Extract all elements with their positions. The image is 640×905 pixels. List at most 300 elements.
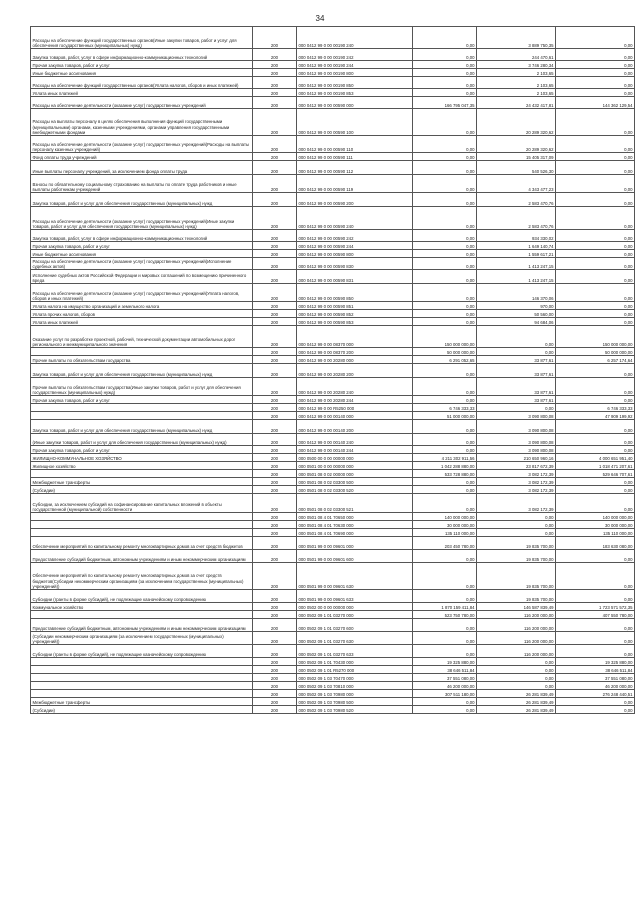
row-description: (Субсидии некоммерческим организациям (за исключением государственных (муниципальных) учреждений)) bbox=[31, 632, 253, 645]
row-unexecuted: 0,00 bbox=[556, 378, 635, 396]
row-description: Прочая закупка товаров, работ и услуг bbox=[31, 446, 253, 454]
row-budget-code: 000 0412 99 0 00 00190 240 bbox=[297, 27, 413, 49]
row-approved: 203 450 780,00 bbox=[413, 537, 477, 550]
row-unexecuted: 0,00 bbox=[556, 136, 635, 153]
row-description: Взносы по обязательному социальному страхованию на выплаты по оплате труда работников и иные выплаты работникам учреждений bbox=[31, 175, 253, 193]
row-executed: 94 684,06 bbox=[477, 318, 556, 326]
table-row bbox=[31, 690, 635, 698]
row-budget-code: 000 0502 09 1 01 03270 600 bbox=[297, 619, 413, 632]
row-code: 200 bbox=[253, 412, 297, 420]
row-budget-code: 000 0412 99 0 00 00590 119 bbox=[297, 175, 413, 193]
row-code: 200 bbox=[253, 27, 297, 49]
row-approved: 6 746 333,33 bbox=[413, 404, 477, 412]
row-description: Уплата иных платежей bbox=[31, 89, 253, 97]
row-unexecuted: 0,00 bbox=[556, 89, 635, 97]
row-code: 200 bbox=[253, 89, 297, 97]
row-executed: 244 470,61 bbox=[477, 49, 556, 61]
row-code: 200 bbox=[253, 348, 297, 356]
row-unexecuted: 0,00 bbox=[556, 69, 635, 77]
row-description: (Субсидии) bbox=[31, 486, 253, 494]
row-unexecuted: 150 000 000,00 bbox=[556, 326, 635, 348]
row-executed: 146 587 839,49 bbox=[477, 603, 556, 611]
row-code: 200 bbox=[253, 420, 297, 434]
row-description: Уплата прочих налогов, сборов bbox=[31, 310, 253, 318]
row-code: 200 bbox=[253, 258, 297, 270]
row-executed: 0,00 bbox=[477, 658, 556, 666]
row-unexecuted: 6 746 333,33 bbox=[556, 404, 635, 412]
row-budget-code: 000 0501 99 0 00 09601 000 bbox=[297, 537, 413, 550]
row-unexecuted: 50 000 000,00 bbox=[556, 348, 635, 356]
row-budget-code: 000 0502 09 1 03 70470 000 bbox=[297, 674, 413, 682]
row-code: 200 bbox=[253, 49, 297, 61]
table-row bbox=[31, 682, 635, 690]
row-executed: 3 082 172,39 bbox=[477, 478, 556, 486]
row-budget-code: 000 0412 99 0 00 00140 240 bbox=[297, 434, 413, 446]
row-budget-code: 000 0502 09 1 03 70980 520 bbox=[297, 706, 413, 714]
row-description bbox=[31, 690, 253, 698]
table-row bbox=[31, 270, 635, 284]
row-budget-code: 000 0502 09 1 03 70810 000 bbox=[297, 682, 413, 690]
row-unexecuted: 135 110 000,00 bbox=[556, 529, 635, 537]
row-unexecuted: 0,00 bbox=[556, 698, 635, 706]
row-budget-code: 000 0412 99 0 00 00590 111 bbox=[297, 153, 413, 161]
row-unexecuted: 183 630 080,00 bbox=[556, 537, 635, 550]
row-code: 200 bbox=[253, 521, 297, 529]
row-code: 200 bbox=[253, 706, 297, 714]
row-code: 200 bbox=[253, 550, 297, 563]
table-row bbox=[31, 136, 635, 153]
row-approved: 0,00 bbox=[413, 69, 477, 77]
row-executed: 20 289 320,62 bbox=[477, 136, 556, 153]
table-row bbox=[31, 454, 635, 462]
row-approved: 0,00 bbox=[413, 153, 477, 161]
row-unexecuted: 0,00 bbox=[556, 396, 635, 404]
row-budget-code: 000 0412 99 0 00 00590 110 bbox=[297, 136, 413, 153]
table-row bbox=[31, 207, 635, 230]
row-budget-code: 000 0501 08 0 02 03300 521 bbox=[297, 494, 413, 513]
row-code: 200 bbox=[253, 310, 297, 318]
row-description: Закупка товаров, работ и услуг для обеспечения государственных (муниципальных) нужд bbox=[31, 193, 253, 207]
row-executed: 1 413 247,15 bbox=[477, 270, 556, 284]
row-code: 200 bbox=[253, 356, 297, 364]
row-executed: 0,00 bbox=[477, 529, 556, 537]
row-code: 200 bbox=[253, 682, 297, 690]
table-row bbox=[31, 356, 635, 364]
table-row bbox=[31, 318, 635, 326]
row-executed: 23 817 672,39 bbox=[477, 462, 556, 470]
table-row bbox=[31, 61, 635, 69]
row-executed: 934 330,02 bbox=[477, 230, 556, 242]
row-approved: 0,00 bbox=[413, 619, 477, 632]
row-executed: 116 200 000,00 bbox=[477, 611, 556, 619]
row-description bbox=[31, 404, 253, 412]
row-approved: 37 551 080,00 bbox=[413, 674, 477, 682]
row-description: Иные бюджетные ассигнования bbox=[31, 250, 253, 258]
row-budget-code: 000 0412 99 0 00 00140 000 bbox=[297, 412, 413, 420]
row-description bbox=[31, 470, 253, 478]
row-approved: 307 511 180,00 bbox=[413, 690, 477, 698]
table-row bbox=[31, 153, 635, 161]
row-unexecuted: 1 723 571 572,35 bbox=[556, 603, 635, 611]
row-budget-code: 000 0412 99 0 00 08370 200 bbox=[297, 348, 413, 356]
row-budget-code: 000 0501 00 0 00 00000 000 bbox=[297, 462, 413, 470]
row-code: 200 bbox=[253, 175, 297, 193]
row-budget-code: 000 0501 08 4 01 70690 000 bbox=[297, 529, 413, 537]
row-budget-code: 000 0412 99 0 00 00590 242 bbox=[297, 230, 413, 242]
table-row bbox=[31, 529, 635, 537]
row-budget-code: 000 0412 99 0 00 00590 851 bbox=[297, 302, 413, 310]
row-budget-code: 000 0502 09 1 01 03270 633 bbox=[297, 645, 413, 658]
row-description: Уплата налога на имущество организаций и земельного налога bbox=[31, 302, 253, 310]
row-description: Закупка товаров, работ, услуг в сфере информационно-коммуникационных технологий bbox=[31, 49, 253, 61]
row-code: 200 bbox=[253, 136, 297, 153]
row-unexecuted: 30 000 000,00 bbox=[556, 521, 635, 529]
row-executed: 20 289 320,62 bbox=[477, 109, 556, 136]
row-description: Жилищное хозяйство bbox=[31, 462, 253, 470]
table-row bbox=[31, 462, 635, 470]
row-approved: 523 750 780,00 bbox=[413, 611, 477, 619]
table-row bbox=[31, 250, 635, 258]
row-approved: 0,00 bbox=[413, 310, 477, 318]
row-description bbox=[31, 529, 253, 537]
row-executed: 19 835 700,00 bbox=[477, 563, 556, 590]
row-budget-code: 000 0412 99 0 00 00590 852 bbox=[297, 310, 413, 318]
row-unexecuted: 0,00 bbox=[556, 27, 635, 49]
row-code: 200 bbox=[253, 563, 297, 590]
row-budget-code: 000 0412 99 0 00 00590 244 bbox=[297, 242, 413, 250]
row-executed: 3 082 172,39 bbox=[477, 494, 556, 513]
row-unexecuted: 47 909 199,92 bbox=[556, 412, 635, 420]
table-row bbox=[31, 302, 635, 310]
table-row bbox=[31, 412, 635, 420]
row-unexecuted: 0,00 bbox=[556, 486, 635, 494]
row-code: 200 bbox=[253, 658, 297, 666]
row-unexecuted: 0,00 bbox=[556, 230, 635, 242]
row-executed: 3 090 800,08 bbox=[477, 420, 556, 434]
row-description: Обеспечение мероприятий по капитальному ремонту многоквартирных домов за счет средств бюджетов bbox=[31, 537, 253, 550]
row-budget-code: 000 0412 99 0 00 00190 850 bbox=[297, 77, 413, 89]
row-budget-code: 000 0412 99 0 00 00140 244 bbox=[297, 446, 413, 454]
row-approved: 0,00 bbox=[413, 136, 477, 153]
row-approved: 0,00 bbox=[413, 230, 477, 242]
table-row bbox=[31, 645, 635, 658]
row-approved: 50 000 000,00 bbox=[413, 348, 477, 356]
table-row bbox=[31, 666, 635, 674]
row-budget-code: 000 0412 99 0 00 00590 200 bbox=[297, 193, 413, 207]
row-executed: 26 281 839,49 bbox=[477, 690, 556, 698]
row-executed: 3 090 800,08 bbox=[477, 412, 556, 420]
row-description: Прочая закупка товаров, работ и услуг bbox=[31, 242, 253, 250]
table-row bbox=[31, 513, 635, 521]
row-budget-code: 000 0412 99 0 00 20280 240 bbox=[297, 378, 413, 396]
table-row bbox=[31, 49, 635, 61]
row-budget-code: 000 0412 99 0 00 20280 244 bbox=[297, 396, 413, 404]
table-row bbox=[31, 563, 635, 590]
row-approved: 0,00 bbox=[413, 446, 477, 454]
row-description: Иные выплаты персоналу учреждений, за исключением фонда оплаты труда bbox=[31, 161, 253, 175]
row-approved: 0,00 bbox=[413, 161, 477, 175]
table-row bbox=[31, 590, 635, 603]
row-unexecuted: 0,00 bbox=[556, 109, 635, 136]
row-executed: 26 281 839,49 bbox=[477, 698, 556, 706]
row-unexecuted: 0,00 bbox=[556, 242, 635, 250]
row-budget-code: 000 0501 99 0 00 09601 633 bbox=[297, 590, 413, 603]
row-budget-code: 000 0501 08 0 02 00000 000 bbox=[297, 470, 413, 478]
row-code: 200 bbox=[253, 603, 297, 611]
row-code: 200 bbox=[253, 470, 297, 478]
row-budget-code: 000 0501 99 0 00 09601 630 bbox=[297, 563, 413, 590]
row-unexecuted: 529 646 707,61 bbox=[556, 470, 635, 478]
row-code: 200 bbox=[253, 193, 297, 207]
row-budget-code: 000 0502 09 1 01 03270 630 bbox=[297, 632, 413, 645]
row-unexecuted: 37 551 080,00 bbox=[556, 674, 635, 682]
row-executed: 4 343 477,23 bbox=[477, 175, 556, 193]
row-unexecuted: 0,00 bbox=[556, 706, 635, 714]
table-row bbox=[31, 404, 635, 412]
row-code: 200 bbox=[253, 690, 297, 698]
row-approved: 0,00 bbox=[413, 420, 477, 434]
row-code: 200 bbox=[253, 97, 297, 109]
row-budget-code: 000 0412 99 0 00 00190 244 bbox=[297, 61, 413, 69]
row-description: Предоставление субсидий бюджетным, автономным учреждениям и иным некоммерческим организациям bbox=[31, 550, 253, 563]
row-executed: 0,00 bbox=[477, 521, 556, 529]
table-row bbox=[31, 674, 635, 682]
row-executed: 0,00 bbox=[477, 674, 556, 682]
row-unexecuted: 0,00 bbox=[556, 270, 635, 284]
row-code: 200 bbox=[253, 645, 297, 658]
row-budget-code: 000 0412 99 0 00 00190 853 bbox=[297, 89, 413, 97]
table-row bbox=[31, 175, 635, 193]
row-code: 200 bbox=[253, 153, 297, 161]
row-approved: 1 870 159 411,84 bbox=[413, 603, 477, 611]
row-budget-code: 000 0502 09 1 01 03270 000 bbox=[297, 611, 413, 619]
row-executed: 19 835 700,00 bbox=[477, 537, 556, 550]
row-approved: 1 042 288 880,00 bbox=[413, 462, 477, 470]
row-description: Прочие выплаты по обязательствам государства bbox=[31, 356, 253, 364]
budget-execution-table bbox=[30, 26, 635, 714]
table-row bbox=[31, 27, 635, 49]
row-executed: 3 090 800,08 bbox=[477, 446, 556, 454]
row-approved: 0,00 bbox=[413, 242, 477, 250]
row-executed: 33 877,61 bbox=[477, 378, 556, 396]
table-row bbox=[31, 326, 635, 348]
row-approved: 0,00 bbox=[413, 77, 477, 89]
row-unexecuted: 4 000 651 951,40 bbox=[556, 454, 635, 462]
row-code: 200 bbox=[253, 454, 297, 462]
row-description: Субсидии, за исключением субсидий на софинансирование капитальных вложений в объекты государственной (муниципальной) собственности bbox=[31, 494, 253, 513]
row-unexecuted: 6 257 174,64 bbox=[556, 356, 635, 364]
row-code: 200 bbox=[253, 318, 297, 326]
row-unexecuted: 0,00 bbox=[556, 153, 635, 161]
row-code: 200 bbox=[253, 666, 297, 674]
row-approved: 533 728 880,00 bbox=[413, 470, 477, 478]
row-executed: 1 649 140,74 bbox=[477, 242, 556, 250]
row-code: 200 bbox=[253, 404, 297, 412]
table-body bbox=[31, 27, 635, 714]
row-executed: 3 082 172,39 bbox=[477, 470, 556, 478]
row-unexecuted: 0,00 bbox=[556, 302, 635, 310]
row-approved: 0,00 bbox=[413, 250, 477, 258]
row-unexecuted: 0,00 bbox=[556, 494, 635, 513]
table-row bbox=[31, 193, 635, 207]
row-budget-code: 000 0501 99 0 00 09601 600 bbox=[297, 550, 413, 563]
row-code: 200 bbox=[253, 478, 297, 486]
row-unexecuted: 140 000 000,00 bbox=[556, 513, 635, 521]
row-approved: 0,00 bbox=[413, 478, 477, 486]
row-unexecuted: 0,00 bbox=[556, 420, 635, 434]
row-description: Расходы на обеспечение функций государственных органов(Иные закупки товаров, работ и услуг для обеспечения государственных (муниципальных) нужд) bbox=[31, 27, 253, 49]
row-executed: 26 281 839,49 bbox=[477, 706, 556, 714]
row-unexecuted: 0,00 bbox=[556, 49, 635, 61]
row-unexecuted: 0,00 bbox=[556, 550, 635, 563]
row-approved: 0,00 bbox=[413, 284, 477, 302]
table-row bbox=[31, 97, 635, 109]
row-executed: 116 200 000,00 bbox=[477, 645, 556, 658]
row-approved: 38 646 511,84 bbox=[413, 666, 477, 674]
row-budget-code: 000 0412 99 0 00 20280 000 bbox=[297, 356, 413, 364]
row-description bbox=[31, 682, 253, 690]
table-row bbox=[31, 698, 635, 706]
row-description: Субсидии (гранты в форме субсидий), не подлежащие казначейскому сопровождению bbox=[31, 645, 253, 658]
row-code: 200 bbox=[253, 396, 297, 404]
row-code: 200 bbox=[253, 529, 297, 537]
table-row bbox=[31, 632, 635, 645]
row-budget-code: 000 0500 00 0 00 00000 000 bbox=[297, 454, 413, 462]
row-approved: 51 000 000,00 bbox=[413, 412, 477, 420]
row-description bbox=[31, 674, 253, 682]
row-description: Межбюджетные трансферты bbox=[31, 698, 253, 706]
row-code: 200 bbox=[253, 590, 297, 603]
row-code: 200 bbox=[253, 537, 297, 550]
row-unexecuted: 0,00 bbox=[556, 446, 635, 454]
table-row bbox=[31, 619, 635, 632]
table-row bbox=[31, 230, 635, 242]
row-code: 200 bbox=[253, 494, 297, 513]
row-executed: 0,00 bbox=[477, 326, 556, 348]
table-row bbox=[31, 434, 635, 446]
row-executed: 540 526,30 bbox=[477, 161, 556, 175]
table-row bbox=[31, 396, 635, 404]
row-approved: 0,00 bbox=[413, 49, 477, 61]
row-approved: 0,00 bbox=[413, 494, 477, 513]
row-approved: 0,00 bbox=[413, 698, 477, 706]
row-description bbox=[31, 658, 253, 666]
row-executed: 970,00 bbox=[477, 302, 556, 310]
row-approved: 30 000 000,00 bbox=[413, 521, 477, 529]
row-description: Уплата иных платежей bbox=[31, 318, 253, 326]
row-code: 200 bbox=[253, 242, 297, 250]
table-row bbox=[31, 486, 635, 494]
row-executed: 0,00 bbox=[477, 348, 556, 356]
row-code: 200 bbox=[253, 698, 297, 706]
row-unexecuted: 0,00 bbox=[556, 310, 635, 318]
table-row bbox=[31, 446, 635, 454]
row-code: 200 bbox=[253, 207, 297, 230]
row-executed: 0,00 bbox=[477, 513, 556, 521]
row-description: Межбюджетные трансферты bbox=[31, 478, 253, 486]
page-number: 34 bbox=[315, 14, 325, 23]
row-budget-code: 000 0412 99 0 00 00590 853 bbox=[297, 318, 413, 326]
row-budget-code: 000 0412 99 0 00 00140 200 bbox=[297, 420, 413, 434]
row-budget-code: 000 0502 00 0 00 00000 000 bbox=[297, 603, 413, 611]
row-unexecuted: 0,00 bbox=[556, 258, 635, 270]
row-approved: 0,00 bbox=[413, 302, 477, 310]
row-unexecuted: 0,00 bbox=[556, 632, 635, 645]
row-approved: 0,00 bbox=[413, 270, 477, 284]
row-unexecuted: 144 362 129,54 bbox=[556, 97, 635, 109]
row-approved: 0,00 bbox=[413, 109, 477, 136]
row-description: (Субсидии) bbox=[31, 706, 253, 714]
row-description bbox=[31, 666, 253, 674]
row-unexecuted: 38 646 511,84 bbox=[556, 666, 635, 674]
table-row bbox=[31, 310, 635, 318]
row-approved: 0,00 bbox=[413, 193, 477, 207]
row-approved: 0,00 bbox=[413, 258, 477, 270]
row-description: Иные бюджетные ассигнования bbox=[31, 69, 253, 77]
row-budget-code: 000 0412 99 0 00 20280 200 bbox=[297, 364, 413, 378]
table-row bbox=[31, 470, 635, 478]
row-description: Обеспечение мероприятий по капитальному ремонту многоквартирных домов за счет средств бюджетов(Субсидии некоммерческим организациям (за исключением государственных (муниципальных) учреждений)) bbox=[31, 563, 253, 590]
row-code: 200 bbox=[253, 284, 297, 302]
row-code: 200 bbox=[253, 302, 297, 310]
row-approved: 0,00 bbox=[413, 27, 477, 49]
table-row bbox=[31, 77, 635, 89]
table-row bbox=[31, 364, 635, 378]
row-description bbox=[31, 513, 253, 521]
row-budget-code: 000 0412 99 0 00 00590 112 bbox=[297, 161, 413, 175]
row-unexecuted: 0,00 bbox=[556, 207, 635, 230]
row-executed: 0,00 bbox=[477, 666, 556, 674]
row-approved: 0,00 bbox=[413, 563, 477, 590]
row-unexecuted: 276 248 440,51 bbox=[556, 690, 635, 698]
row-executed: 116 200 000,00 bbox=[477, 632, 556, 645]
row-executed: 33 877,61 bbox=[477, 364, 556, 378]
row-description: Расходы на обеспечение деятельности (оказание услуг) государственных учреждений(Уплата налогов, сборов и иных платежей) bbox=[31, 284, 253, 302]
row-description: Расходы на обеспечение деятельности (оказание услуг) государственных учреждений(Расходы на выплаты персоналу казенных учреждений) bbox=[31, 136, 253, 153]
row-description: Закупка товаров, работ и услуг для обеспечения государственных (муниципальных) нужд bbox=[31, 420, 253, 434]
table-row bbox=[31, 478, 635, 486]
row-budget-code: 000 0412 99 0 00 00590 831 bbox=[297, 270, 413, 284]
row-executed: 3 746 280,34 bbox=[477, 61, 556, 69]
row-description: Расходы на обеспечение деятельности (оказание услуг) государственных учреждений(Иные закупки товаров, работ и услуг для обеспечения государственных (муниципальных) нужд) bbox=[31, 207, 253, 230]
row-code: 200 bbox=[253, 364, 297, 378]
row-executed: 19 835 700,00 bbox=[477, 590, 556, 603]
row-description: Расходы на обеспечение деятельности (оказание услуг) государственных учреждений(Исполнение судебных актов) bbox=[31, 258, 253, 270]
row-budget-code: 000 0412 99 0 00 00190 242 bbox=[297, 49, 413, 61]
row-approved: 166 795 047,35 bbox=[413, 97, 477, 109]
row-approved: 150 000 000,00 bbox=[413, 326, 477, 348]
row-unexecuted: 0,00 bbox=[556, 175, 635, 193]
row-approved: 0,00 bbox=[413, 590, 477, 603]
table-row bbox=[31, 242, 635, 250]
row-approved: 135 110 000,00 bbox=[413, 529, 477, 537]
table-row bbox=[31, 603, 635, 611]
row-code: 200 bbox=[253, 674, 297, 682]
row-budget-code: 000 0412 99 0 00 00590 240 bbox=[297, 207, 413, 230]
row-executed: 1 559 617,21 bbox=[477, 250, 556, 258]
row-code: 200 bbox=[253, 61, 297, 69]
row-description: Прочие выплаты по обязательствам государства(Иные закупки товаров, работ и услуг для обеспечения государственных (муниципальных) нужд) bbox=[31, 378, 253, 396]
row-unexecuted: 0,00 bbox=[556, 250, 635, 258]
row-code: 200 bbox=[253, 250, 297, 258]
row-approved: 0,00 bbox=[413, 396, 477, 404]
row-approved: 0,00 bbox=[413, 89, 477, 97]
row-code: 200 bbox=[253, 513, 297, 521]
row-description: Оказание услуг по разработке проектной, рабочей, технической документации автомобильных дорог регионального и межмуниципального значения bbox=[31, 326, 253, 348]
row-approved: 0,00 bbox=[413, 378, 477, 396]
row-code: 200 bbox=[253, 619, 297, 632]
row-code: 200 bbox=[253, 446, 297, 454]
